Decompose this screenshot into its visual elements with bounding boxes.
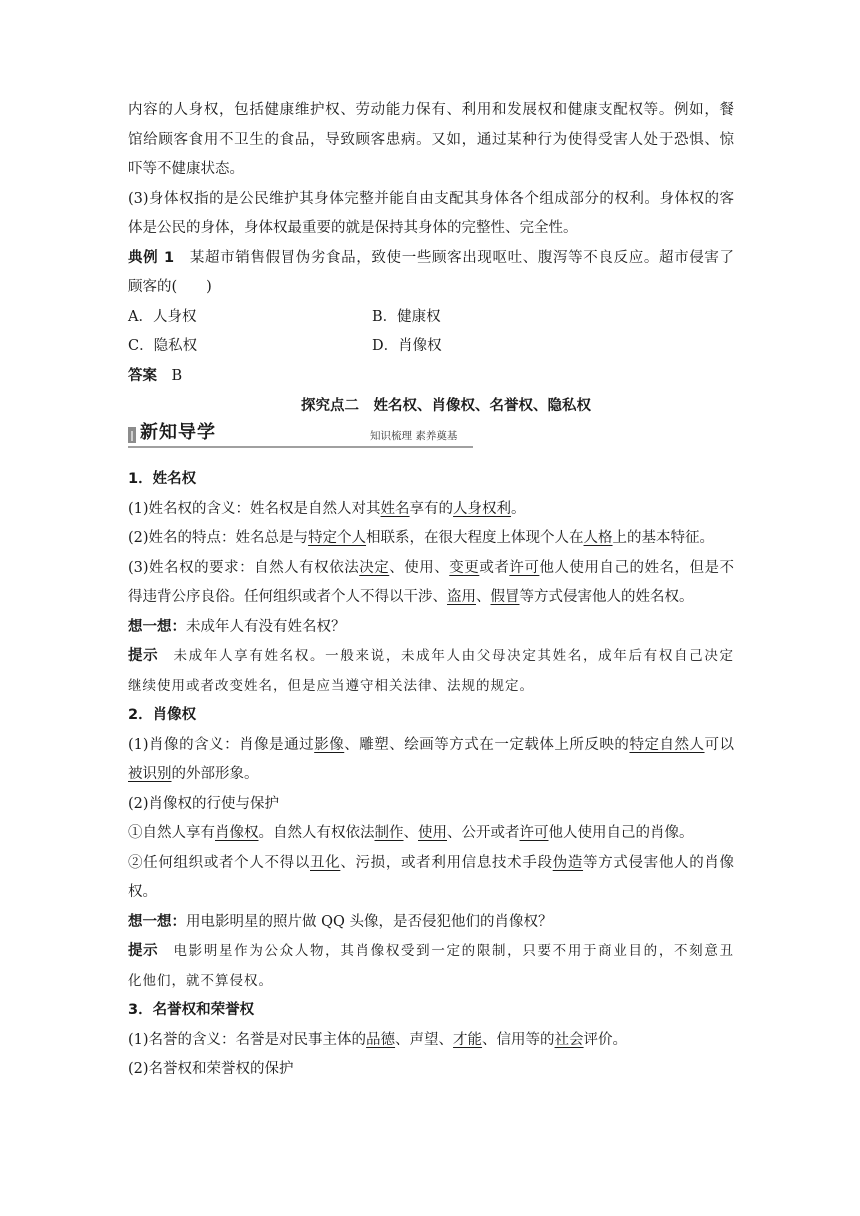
blank-answer: 社会: [554, 1031, 584, 1048]
blank-answer: 才能: [453, 1031, 483, 1048]
paragraph-line: (3)身体权指的是公民维护其身体完整并能自由支配其身体各个组成部分的权利。身体权的客: [128, 190, 734, 207]
hint-line: 提示 未成年人享有姓名权。一般来说，未成年人由父母决定其姓名，成年后有权自己决定: [128, 648, 735, 664]
blank-answer: 人格: [583, 530, 613, 546]
think-label: 想一想：: [128, 913, 186, 930]
blank-answer: 决定: [359, 559, 390, 576]
paragraph-line: ①自然人享有肖像权。自然人有权依法制作、使用、公开或者许可他人使用自己的肖像。: [128, 825, 694, 841]
blank-answer: 使用: [418, 825, 447, 841]
blank-answer: 伪造: [552, 854, 584, 871]
blank-answer: 姓名: [380, 500, 410, 517]
paragraph-line: 内容的人身权，包括健康维护权、劳动能力保有、利用和发展权和健康支配权等。例如，餐: [128, 102, 734, 118]
example-label: 典例 1: [128, 249, 175, 266]
paragraph-line: ②任何组织或者个人不得以丑化、污损，或者利用信息技术手段伪造等方式侵害他人的肖像: [128, 854, 735, 871]
answer-label: 答案: [128, 367, 157, 384]
example-question: [128, 244, 734, 274]
paragraph-line: (2)名誉权和荣誉权的保护: [128, 1061, 294, 1077]
paragraph-line: 被识别的外部形象。: [128, 766, 259, 782]
blank-answer: 变更: [449, 559, 480, 576]
blank-answer: 肖像权: [215, 825, 259, 841]
answer-value: B: [157, 367, 183, 384]
paragraph-line: 吓等不健康状态。: [128, 161, 244, 177]
think-question: 想一想：用电影明星的照片做 QQ 头像，是否侵犯他们的肖像权？: [128, 913, 553, 930]
heading-portrait-right: 2．肖像权: [128, 707, 197, 723]
example-question-cont: 顾客的( ): [128, 279, 212, 295]
hint-line: 化他们，就不算侵权。: [128, 972, 273, 989]
hint-line: 继续使用或者改变姓名，但是应当遵守相关法律、法规的规定。: [128, 677, 534, 694]
banner-subtitle: 知识梳理 素养奠基: [370, 430, 458, 442]
paragraph-line: 权。: [128, 884, 157, 900]
blank-answer: 品德: [366, 1031, 396, 1048]
hint-line: 提示 电影明星作为公众人物，其肖像权受到一定的限制，只要不用于商业目的，不刻意丑: [128, 943, 735, 959]
section-banner: [128, 421, 473, 449]
paragraph-line: (1)姓名权的含义：姓名权是自然人对其姓名享有的人身权利。: [128, 500, 526, 517]
paragraph-line: 体是公民的身体，身体权最重要的就是保持其身体的完整性、完全性。: [128, 220, 578, 236]
paragraph-line: (3)姓名权的要求：自然人有权依法决定、使用、变更或者许可他人使用自己的姓名，但是不: [128, 559, 735, 576]
blank-answer: 特定自然人: [629, 736, 705, 753]
paragraph-line: 馆给顾客食用不卫生的食品，导致顾客患病。又如，通过某种行为使得受害人处于恐惧、惊: [128, 131, 734, 148]
blank-answer: 许可: [519, 825, 549, 841]
blank-answer: 丑化: [310, 854, 341, 871]
paragraph-line: (1)肖像的含义：肖像是通过影像、雕塑、绘画等方式在一定载体上所反映的特定自然人可以: [128, 736, 735, 753]
hint-label: 提示: [128, 648, 159, 664]
option-a: A．人身权: [128, 308, 197, 325]
section-title: 探究点二 姓名权、肖像权、名誉权、隐私权: [301, 398, 591, 414]
answer-line: [128, 362, 734, 392]
example-text: 某超市销售假冒伪劣食品，致使一些顾客出现呕吐、腹泻等不良反应。超市侵害了: [174, 249, 735, 266]
heading-name-right: 1．姓名权: [128, 471, 197, 487]
hint-label: 提示: [128, 943, 159, 959]
blank-answer: 特定个人: [308, 530, 367, 546]
blank-answer: 影像: [314, 736, 345, 753]
think-label: 想一想：: [128, 618, 186, 635]
heading-reputation-right: 3．名誉权和荣誉权: [128, 1002, 255, 1018]
option-d: D．肖像权: [372, 338, 442, 354]
blank-answer: 假冒: [490, 589, 520, 605]
options-row: [128, 303, 734, 333]
paragraph-line: (2)姓名的特点：姓名总是与特定个人相联系，在很大程度上体现个人在人格上的基本特征。: [128, 530, 715, 546]
paragraph-line: (2)肖像权的行使与保护: [128, 795, 280, 812]
paragraph-line: (1)名誉的含义：名誉是对民事主体的品德、声望、才能、信用等的社会评价。: [128, 1031, 628, 1048]
blank-answer: 盗用: [447, 589, 476, 605]
document-page: [128, 96, 734, 1085]
banner-title: 新知导学: [140, 422, 216, 443]
blank-answer: 被识别: [128, 766, 172, 782]
think-question: 想一想：未成年人有没有姓名权？: [128, 618, 346, 635]
option-c: C．隐私权: [128, 338, 198, 354]
option-b: B．健康权: [372, 308, 441, 325]
banner-marker-highlight: [131, 431, 133, 441]
blank-answer: 人身权利: [453, 500, 512, 517]
banner-rule: [128, 446, 473, 448]
paragraph-line: 得违背公序良俗。任何组织或者个人不得以干涉、盗用、假冒等方式侵害他人的姓名权。: [128, 589, 694, 605]
blank-answer: 制作: [374, 825, 404, 841]
blank-answer: 许可: [509, 559, 540, 576]
options-row: [128, 332, 734, 362]
